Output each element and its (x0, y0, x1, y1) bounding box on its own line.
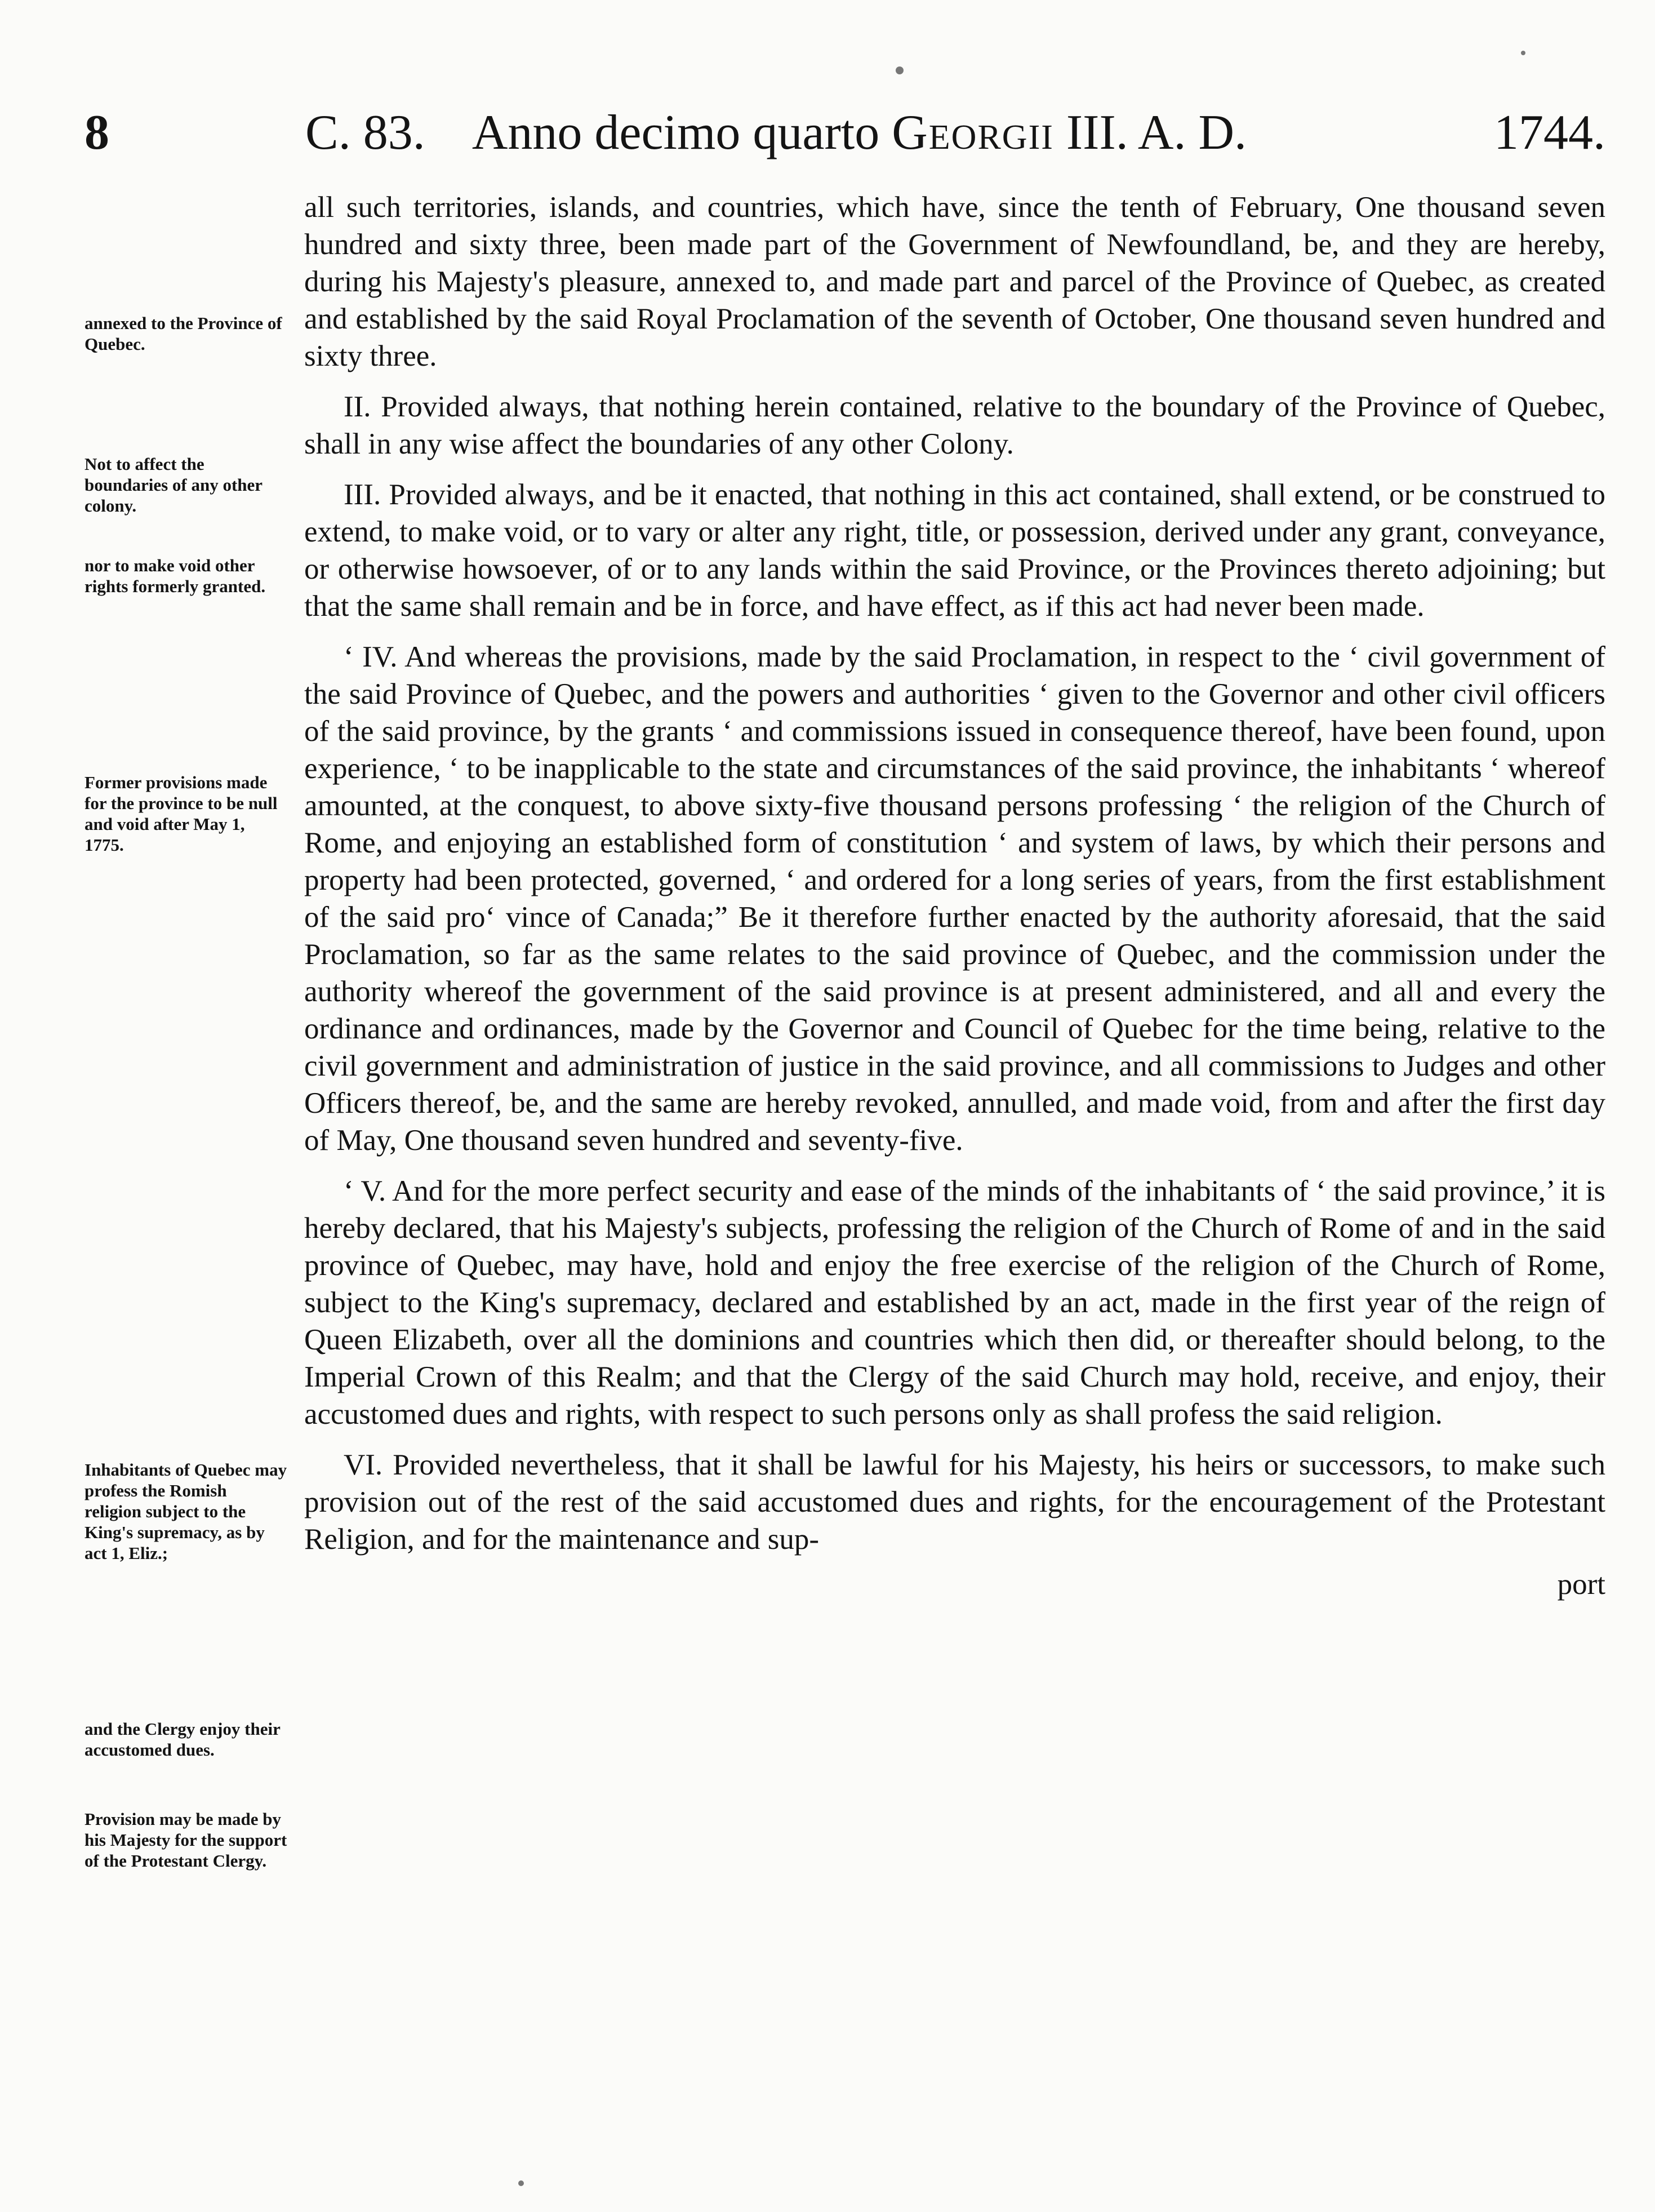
paragraph-section-4: ‘ IV. And whereas the provisions, made by the said Proclamation, in respect to the ‘ civil government of the said Province of Quebec, and the powers and authorities ‘ given to the Governor and other civil officers of the said province, by the grants ‘ and commissions issued in consequence thereof, have been found, upon experience, ‘ to be inapplicable to the state and circumstances of the said province, the inhabitants ‘ whereof amounted, at the conquest, to above sixty-five thousand persons professing ‘ the religion of the Church of Rome, and enjoying an established form of constitution ‘ and system of laws, by which their persons and property had been protected, governed, ‘ and ordered for a long series of years, from the first establishment of the said pro‘ vince of Canada;” Be it therefore further enacted by the authority aforesaid, that the said Proclamation, so far as the same relates to the said province of Quebec, and the commission under the authority whereof the government of the said province is at present administered, and all and every the ordinance and ordinances, made by the Governor and Council of Quebec for the time being, relative to the civil government and administration of justice in the said province, and all commissions to Judges and other Officers thereof, be, and the same are hereby revoked, annulled, and made void, from and after the first day of May, One thousand seven hundred and seventy-five. (304, 641, 1605, 1157)
page-number: 8 (84, 105, 109, 160)
print-speck (1521, 51, 1525, 55)
print-speck (896, 66, 904, 74)
paragraph-section-6: VI. Provided nevertheless, that it shall be lawful for his Majesty, his heirs or successors, to make such provision out of the rest of the said accustomed dues and rights, for the encouragement of the Protestant Religion, and for the maintenance and sup- (304, 1449, 1605, 1556)
margin-note-protestant-clergy: Provision may be made by his Majesty for the support of the Protestant Clergy. (84, 1809, 287, 1871)
title-prefix: Anno decimo quarto (471, 105, 880, 160)
paragraph-section-5: ‘ V. And for the more perfect security and ease of the minds of the inhabitants of ‘ the said province,’ it is hereby declared, that his Majesty's subjects, professing the religion of the Church of Rome of and in the said province of Quebec, may have, hold and enjoy the free exercise of the religion of the Church of Rome, subject to the King's supremacy, declared and established by an act, made in the first year of the reign of Queen Elizabeth, over all the dominions and countries which then did, or thereafter should belong, to the Imperial Crown of this Realm; and that the Clergy of the said Church may hold, receive, and enjoy, their accustomed dues and rights, with respect to such persons only as shall profess the said religion. (304, 1175, 1605, 1431)
margin-note-former-provisions: Former provisions made for the province to be null and void after May 1, 1775. (84, 772, 278, 855)
margin-note-inhabitants: Inhabitants of Quebec may profess the Romish religion subject to the King's supremacy, as by act 1, Eliz.; (84, 1460, 287, 1563)
paragraph-section-3: III. Provided always, and be it enacted, that nothing in this act contained, shall extend, or be construed to extend, to make void, or to vary or alter any right, title, or possession, derived under any grant, conveyance, or otherwise howsoever, of or to any lands within the said Province, or the Provinces thereto adjoining; but that the same shall remain and be in force, and have effect, as if this act had never been made. (304, 478, 1605, 623)
margin-note-boundaries: Not to affect the boundaries of any other colony. (84, 454, 263, 516)
running-title (305, 104, 1605, 161)
chapter-number: C. 83. (305, 105, 425, 160)
margin-note-rights: nor to make void other rights formerly granted. (84, 556, 266, 596)
print-speck (518, 2180, 524, 2186)
paragraph-territories: all such territories, islands, and countries, which have, since the tenth of February, One thousand seven hundred and sixty three, been made part of the Government of Newfoundland, be, and they are hereby, during his Majesty's pleasure, annexed to, and made part and parcel of the Province of Quebec, as created and established by the said Royal Proclamation of the seventh of October, One thousand seven hundred and sixty three. (304, 191, 1605, 372)
catchword: port (1557, 1568, 1605, 1601)
paragraph-section-2: II. Provided always, that nothing herein contained, relative to the boundary of the Province of Quebec, shall in any wise affect the boundaries of any other Colony. (304, 390, 1605, 460)
running-year: 1744. (1494, 105, 1605, 160)
statute-text (304, 189, 1605, 1616)
title-king: Georgii (892, 105, 1054, 160)
title-suffix: III. A. D. (1066, 105, 1247, 160)
running-header (84, 104, 1605, 166)
margin-note-clergy-dues: and the Clergy enjoy their accustomed dues. (84, 1719, 281, 1760)
margin-note-annexed: annexed to the Province of Quebec. (84, 313, 282, 354)
